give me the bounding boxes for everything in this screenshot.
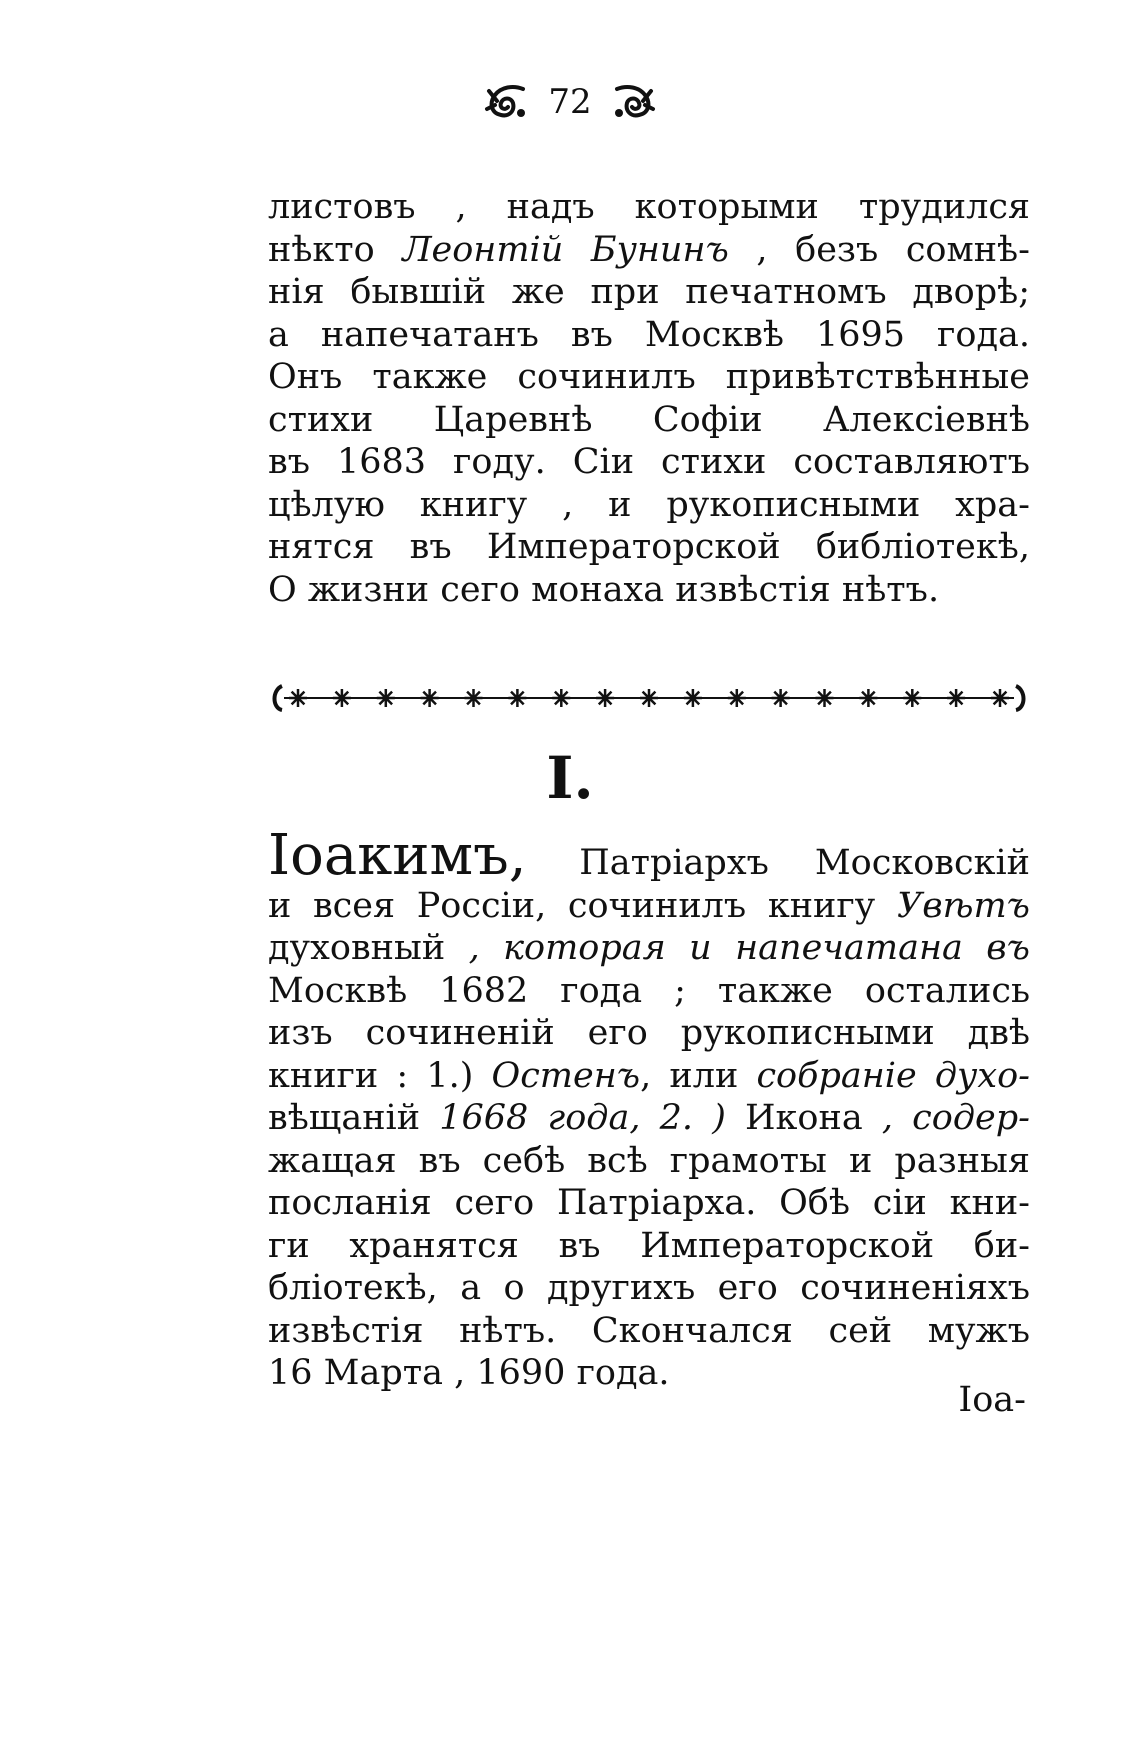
italic-title: , содер- [862,1098,1030,1138]
text-line: нѣкто Леонтій Бунинъ , безъ сомнѣ- [268,229,1030,270]
text-line: и всея Россіи, сочинилъ книгу Увѣтъ [268,885,1030,926]
text-line: стихи Царевнѣ Софіи Алексіевнѣ [268,399,1030,440]
page-header [0,82,1140,142]
italic-title: Увѣтъ [896,885,1030,926]
catchword: Іоа- [958,1380,1026,1420]
text-line: изъ сочиненій его рукописными двѣ [268,1013,1030,1053]
text-line: а напечатанъ въ Москвѣ 1695 года. [268,314,1030,355]
divider-star-icon [421,689,439,707]
text-line: ги хранятся въ Императорской би- [268,1225,1030,1266]
italic-title: Леонтій Бунинъ [402,229,729,270]
divider-star-icon [508,689,526,707]
text-line: Іоакимъ, Патріархъ Московскій [268,823,1030,888]
divider-star-icon [859,689,877,707]
divider-star-icon [947,689,965,707]
italic-title: Остенъ [491,1055,641,1096]
ornamental-divider [268,668,1030,724]
text-line: вѣщаній 1668 года, 2. ) Икона , содер- [268,1098,1030,1138]
divider-star-icon [991,689,1009,707]
text-line: бліотекѣ, а о другихъ его сочиненіяхъ [268,1268,1030,1308]
text-line: книги : 1.) Остенъ, или собраніе духо- [268,1055,1030,1096]
divider-star-icon [903,689,921,707]
text-line: Москвѣ 1682 года ; также остались [268,970,1030,1011]
text-line: цѣлую книгу , и рукописными хра- [268,484,1030,525]
divider-star-icon [377,689,395,707]
entry-paragraph [268,823,1030,1395]
page-number: 72 [548,82,592,122]
text-line: О жизни сего монаха извѣстія нѣтъ. [268,569,940,610]
divider-star-icon [596,689,614,707]
italic-title: , которая и напечатана въ [445,928,1030,968]
divider-star-icon [816,689,834,707]
text-line: въ 1683 году. Сіи стихи составляютъ [268,442,1030,482]
text-line: нія бывшій же при печатномъ дворѣ; [268,272,1030,312]
text-line: листовъ , надъ которыми трудился [268,187,1030,227]
text-line: жащая въ себѣ всѣ грамоты и разныя [268,1140,1030,1181]
divider-star-icon [465,689,483,707]
italic-title: собраніе духо- [756,1055,1030,1096]
text-line: 16 Марта , 1690 года. [268,1353,670,1393]
divider-star-icon [333,689,351,707]
right-flourish-icon [611,83,657,121]
italic-title: 1668 года, 2. ) [420,1098,746,1138]
text-line: духовный , которая и напечатана въ [268,928,1030,968]
divider-right-end-icon [1016,686,1024,710]
text-line: Онъ также сочинилъ привѣтствѣнные [268,357,1030,397]
divider-star-icon [772,689,790,707]
left-flourish-icon [483,83,529,121]
divider-star-icon [728,689,746,707]
section-number: I. [546,744,594,812]
text-line: посланія сего Патріарха. Обѣ сіи кни- [268,1183,1030,1223]
divider-star-icon [684,689,702,707]
divider-star-icon [640,689,658,707]
divider-left-end-icon [275,686,283,710]
continued-paragraph [268,186,1030,611]
divider-star-icon [552,689,570,707]
text-line: нятся въ Императорской библіотекѣ, [268,527,1030,567]
entry-heading-name: Іоакимъ, [268,823,580,888]
text-line: извѣстія нѣтъ. Скончался сей мужъ [268,1310,1030,1351]
divider-star-icon [289,689,307,707]
